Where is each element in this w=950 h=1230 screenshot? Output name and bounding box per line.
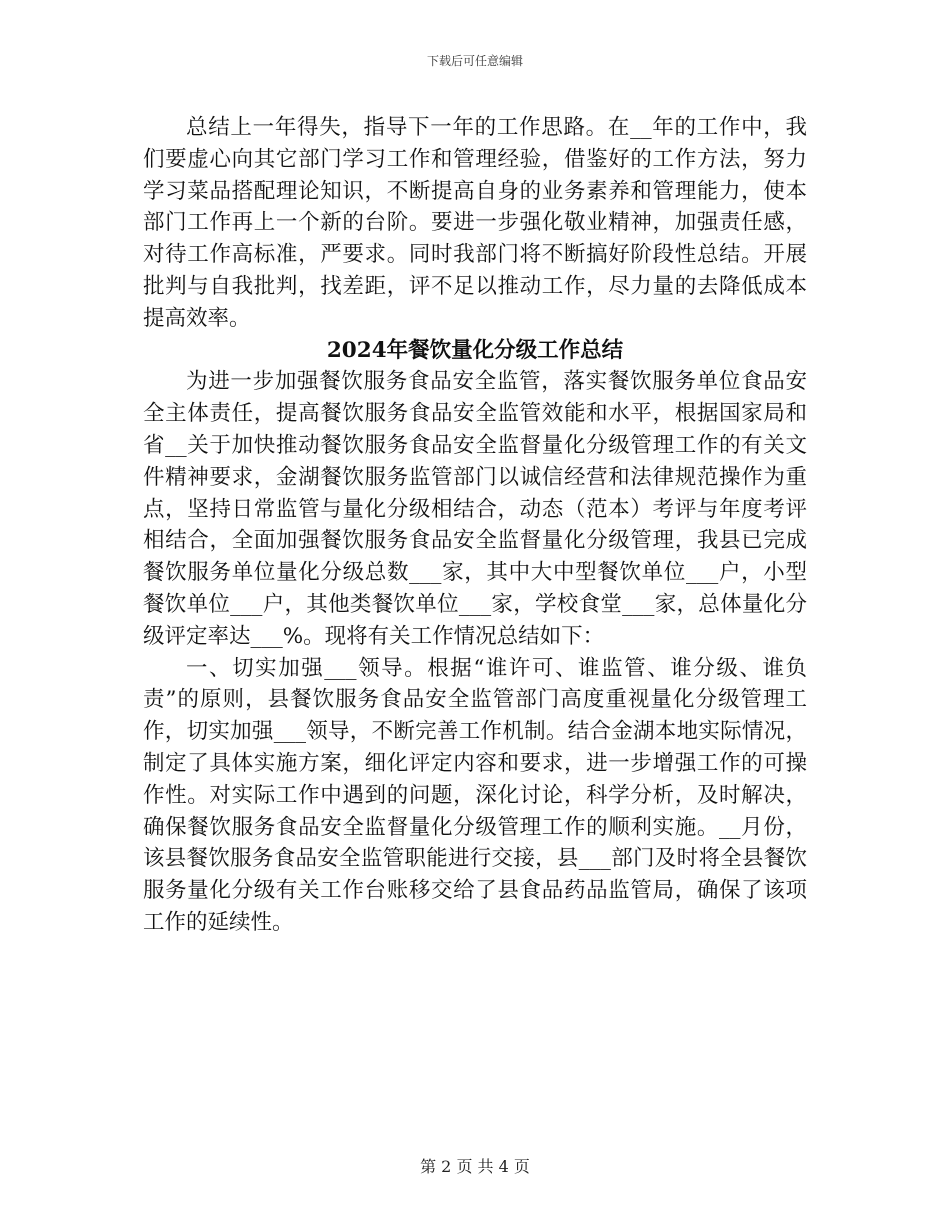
document-title: 2024年餐饮量化分级工作总结 (326, 337, 624, 363)
paragraph-section-1: 一、切实加强___领导。根据“谁许可、谁监管、谁分级、谁负责”的原则，县餐饮服务食品安全监管部门高度重视量化分级管理工作，切实加强___领导，不断完善工作机制。结合金湖本地实际情况，制定了具体实施方案，细化评定内容和要求，进一步增强工作的可操作性。对实际工作中遇到的问题，深化讨论，科学分析，及时解决，确保餐饮服务食品安全监督量化分级管理工作的顺利实施。__月份，该县餐饮服务食品安全监管职能进行交接，县___部门及时将全县餐饮服务量化分级有关工作台账移交给了县食品药品监管局，确保了该项工作的延续性。 (143, 655, 807, 935)
document-body (143, 112, 807, 939)
paragraph-intro: 为进一步加强餐饮服务食品安全监管，落实餐饮服务单位食品安全主体责任，提高餐饮服务食品安全监管效能和水平，根据国家局和省__关于加快推动餐饮服务食品安全监督量化分级管理工作的有关文件精神要求，金湖餐饮服务监管部门以诚信经营和法律规范操作为重点，坚持日常监管与量化分级相结合，动态（范本）考评与年度考评相结合，全面加强餐饮服务食品安全监督量化分级管理，我县已完成餐饮服务单位量化分级总数___家，其中大中型餐饮单位___户，小型餐饮单位___户，其他类餐饮单位___家，学校食堂___家，总体量化分级评定率达___%。现将有关工作情况总结如下： (143, 369, 807, 649)
page-header: 下载后可任意编辑 (426, 54, 523, 68)
page-footer: 第 2 页 共 4 页 (420, 1157, 530, 1176)
paragraph-summary: 总结上一年得失，指导下一年的工作思路。在__年的工作中，我们要虚心向其它部门学习工作和管理经验，借鉴好的工作方法，努力学习菜品搭配理论知识，不断提高自身的业务素养和管理能力，使本部门工作再上一个新的台阶。要进一步强化敬业精神，加强责任感，对待工作高标准，严要求。同时我部门将不断搞好阶段性总结。开展批判与自我批判，找差距，评不足以推动工作，尽力量的去降低成本提高效率。 (143, 115, 807, 331)
